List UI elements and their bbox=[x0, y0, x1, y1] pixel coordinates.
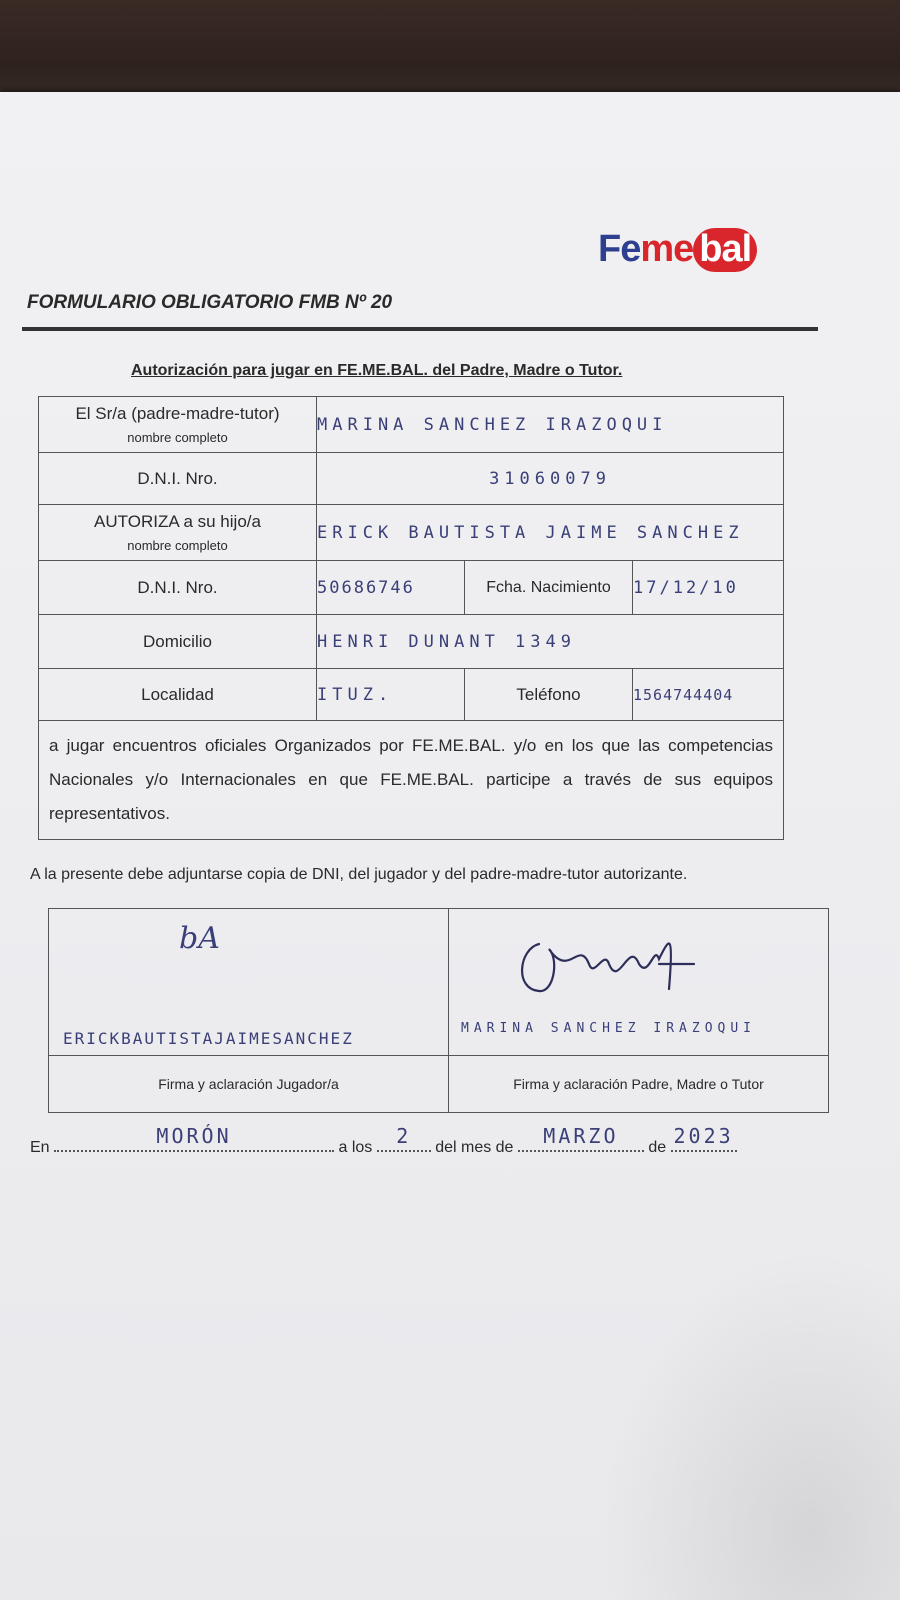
phone-label: Teléfono bbox=[465, 669, 633, 721]
city-label: Localidad bbox=[39, 669, 317, 721]
city-field[interactable]: ITUZ. bbox=[317, 669, 465, 721]
parent-dni-field[interactable]: 31060079 bbox=[317, 453, 784, 505]
child-label-cell: AUTORIZA a su hijo/a nombre completo bbox=[39, 505, 317, 561]
parent-signature-caption: Firma y aclaración Padre, Madre o Tutor bbox=[449, 1056, 829, 1113]
place-field[interactable] bbox=[54, 1124, 334, 1152]
paper-shadow bbox=[600, 1250, 900, 1600]
player-signature-caption: Firma y aclaración Jugador/a bbox=[49, 1056, 449, 1113]
parent-name-field[interactable]: MARINA SANCHEZ IRAZOQUI bbox=[317, 397, 784, 453]
year-value: 2023 bbox=[673, 1124, 734, 1148]
date-place-line bbox=[30, 1124, 737, 1157]
phone-field[interactable]: 1564744404 bbox=[633, 669, 784, 721]
a-los-label: a los bbox=[338, 1139, 373, 1156]
birth-date-label: Fcha. Nacimiento bbox=[465, 561, 633, 615]
authorization-table bbox=[38, 396, 784, 840]
address-label: Domicilio bbox=[39, 615, 317, 669]
month-value: MARZO bbox=[543, 1124, 619, 1148]
authorization-paragraph: a jugar encuentros oficiales Organizados por FE.ME.BAL. y/o en los que las competencias Nacionales y/o Internacionales en que FE.ME.BAL. participe a través de sus equipos representativos. bbox=[39, 721, 784, 840]
birth-date-field[interactable]: 17/12/10 bbox=[633, 561, 784, 615]
form-title: FORMULARIO OBLIGATORIO FMB Nº 20 bbox=[27, 292, 393, 313]
parent-label-cell: El Sr/a (padre-madre-tutor) nombre completo bbox=[39, 397, 317, 453]
child-dni-field[interactable]: 50686746 bbox=[317, 561, 465, 615]
year-field[interactable] bbox=[671, 1124, 737, 1152]
day-field[interactable] bbox=[377, 1124, 431, 1152]
parent-signature-cell[interactable] bbox=[449, 909, 829, 1056]
en-label: En bbox=[30, 1139, 50, 1156]
player-initials: bA bbox=[179, 921, 220, 956]
child-name-field[interactable]: ERICK BAUTISTA JAIME SANCHEZ bbox=[317, 505, 784, 561]
parent-dni-label: D.N.I. Nro. bbox=[39, 453, 317, 505]
parent-printed-name: MARINA SANCHEZ IRAZOQUI bbox=[461, 1021, 757, 1036]
femebal-logo: Feme bal bbox=[598, 228, 757, 271]
del-mes-de-label: del mes de bbox=[435, 1139, 514, 1156]
child-dni-label: D.N.I. Nro. bbox=[39, 561, 317, 615]
place-value: MORÓN bbox=[156, 1124, 232, 1148]
title-divider bbox=[22, 327, 818, 331]
day-value: 2 bbox=[396, 1124, 412, 1148]
form-subtitle: Autorización para jugar en FE.ME.BAL. del Padre, Madre o Tutor. bbox=[131, 362, 623, 379]
attachment-note: A la presente debe adjuntarse copia de DNI, del jugador y del padre-madre-tutor autorizante. bbox=[30, 866, 688, 883]
signature-table bbox=[48, 908, 829, 1113]
player-printed-name: ERICKBAUTISTAJAIMESANCHEZ bbox=[63, 1029, 354, 1048]
player-signature-cell[interactable] bbox=[49, 909, 449, 1056]
month-field[interactable] bbox=[518, 1124, 644, 1152]
parent-signature-scribble bbox=[509, 919, 699, 999]
address-field[interactable]: HENRI DUNANT 1349 bbox=[317, 615, 784, 669]
de-label: de bbox=[648, 1139, 667, 1156]
